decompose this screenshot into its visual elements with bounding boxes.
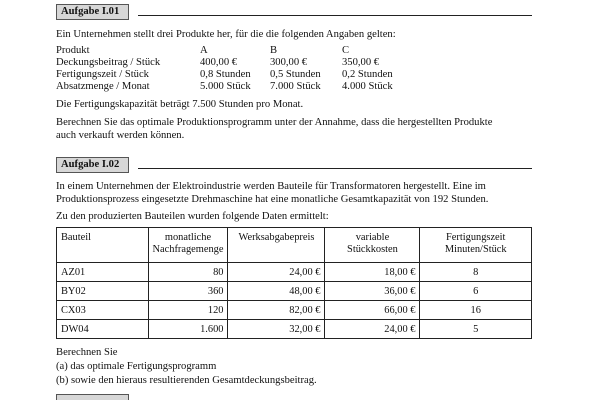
product-cell: 7.000 Stück (270, 81, 321, 92)
table-row (57, 320, 532, 339)
cell-fertigungszeit: 5 (420, 320, 532, 339)
cell-variable-stueckkosten: 24,00 € (325, 320, 420, 339)
parts-table (56, 227, 532, 339)
next-task-heading-stub (56, 394, 129, 400)
header-fertigungszeit (420, 228, 532, 263)
task1-heading (56, 4, 532, 20)
table-row (57, 263, 532, 282)
header-line: monatliche (164, 232, 212, 243)
cell-bauteil: BY02 (57, 282, 149, 301)
product-cell: A (200, 45, 208, 56)
task2-intro (56, 180, 532, 206)
product-cell: 0,2 Stunden (342, 69, 393, 80)
cell-werksabgabepreis: 82,00 € (228, 301, 325, 320)
product-cell: B (270, 45, 278, 56)
task2-task-a: (a) das optimale Fertigungsprogramm (56, 361, 217, 372)
task2-data-intro: Zu den produzierten Bauteilen wurden folgende Daten ermittelt: (56, 211, 329, 222)
product-cell: 4.000 Stück (342, 81, 393, 92)
cell-fertigungszeit: 8 (420, 263, 532, 282)
cell-variable-stueckkosten: 18,00 € (325, 263, 420, 282)
product-cell: 400,00 € (200, 57, 238, 68)
cell-nachfragemenge: 120 (148, 301, 228, 320)
header-line: Stückkosten (347, 244, 398, 255)
product-cell: 0,5 Stunden (270, 69, 321, 80)
cell-fertigungszeit: 6 (420, 282, 532, 301)
cell-werksabgabepreis: 24,00 € (228, 263, 325, 282)
task2-heading (56, 157, 532, 173)
header-line: Fertigungszeit (446, 232, 506, 243)
header-line: Nachfragemenge (152, 244, 224, 255)
product-cell: 5.000 Stück (200, 81, 251, 92)
product-cell: Deckungsbeitrag / Stück (56, 57, 161, 68)
cell-variable-stueckkosten: 36,00 € (325, 282, 420, 301)
task1-question (56, 116, 532, 142)
task1-heading-label: Aufgabe I.01 (56, 4, 129, 20)
task1-question-line: Berechnen Sie das optimale Produktionsprogramm unter der Annahme, dass die hergestellten Produkte (56, 117, 493, 128)
cell-nachfragemenge: 1.600 (148, 320, 228, 339)
table-row (57, 282, 532, 301)
product-cell: 0,8 Stunden (200, 69, 251, 80)
header-bauteil: Bauteil (57, 228, 149, 263)
task1-capacity: Die Fertigungskapazität beträgt 7.500 Stunden pro Monat. (56, 99, 304, 110)
product-cell: Fertigungszeit / Stück (56, 69, 149, 80)
header-nachfragemenge (148, 228, 228, 263)
cell-bauteil: CX03 (57, 301, 149, 320)
header-variable-stueckkosten (325, 228, 420, 263)
cell-werksabgabepreis: 32,00 € (228, 320, 325, 339)
cell-bauteil: DW04 (57, 320, 149, 339)
task2-intro-line: Produktionsprozess eingesetzte Drehmaschine hat eine monatliche Gesamtkapazität von 192 Stunden. (56, 194, 489, 205)
cell-fertigungszeit: 16 (420, 301, 532, 320)
product-cell: 350,00 € (342, 57, 380, 68)
parts-table-header-row (57, 228, 532, 263)
task2-heading-rule (138, 168, 532, 169)
task2-intro-line: In einem Unternehmen der Elektroindustrie werden Bauteile für Transformatoren hergestellt. Eine im (56, 181, 486, 192)
task2-tasks-intro: Berechnen Sie (56, 347, 118, 358)
header-line: Minuten/Stück (444, 244, 507, 255)
cell-nachfragemenge: 360 (148, 282, 228, 301)
task2-heading-label: Aufgabe I.02 (56, 157, 129, 173)
task1-heading-rule (138, 15, 532, 16)
task1-intro: Ein Unternehmen stellt drei Produkte her, für die die folgenden Angaben gelten: (56, 29, 396, 40)
product-cell: 300,00 € (270, 57, 308, 68)
cell-nachfragemenge: 80 (148, 263, 228, 282)
cell-werksabgabepreis: 48,00 € (228, 282, 325, 301)
task2-task-b: (b) sowie den hieraus resultierenden Gesamtdeckungsbeitrag. (56, 375, 317, 386)
task1-question-line: auch verkauft werden können. (56, 130, 185, 141)
header-werksabgabepreis: Werksabgabepreis (228, 228, 325, 263)
cell-variable-stueckkosten: 66,00 € (325, 301, 420, 320)
cell-bauteil: AZ01 (57, 263, 149, 282)
product-cell: C (342, 45, 350, 56)
product-cell: Absatzmenge / Monat (56, 81, 150, 92)
header-line: variable (355, 232, 390, 243)
product-cell: Produkt (56, 45, 90, 56)
table-row (57, 301, 532, 320)
